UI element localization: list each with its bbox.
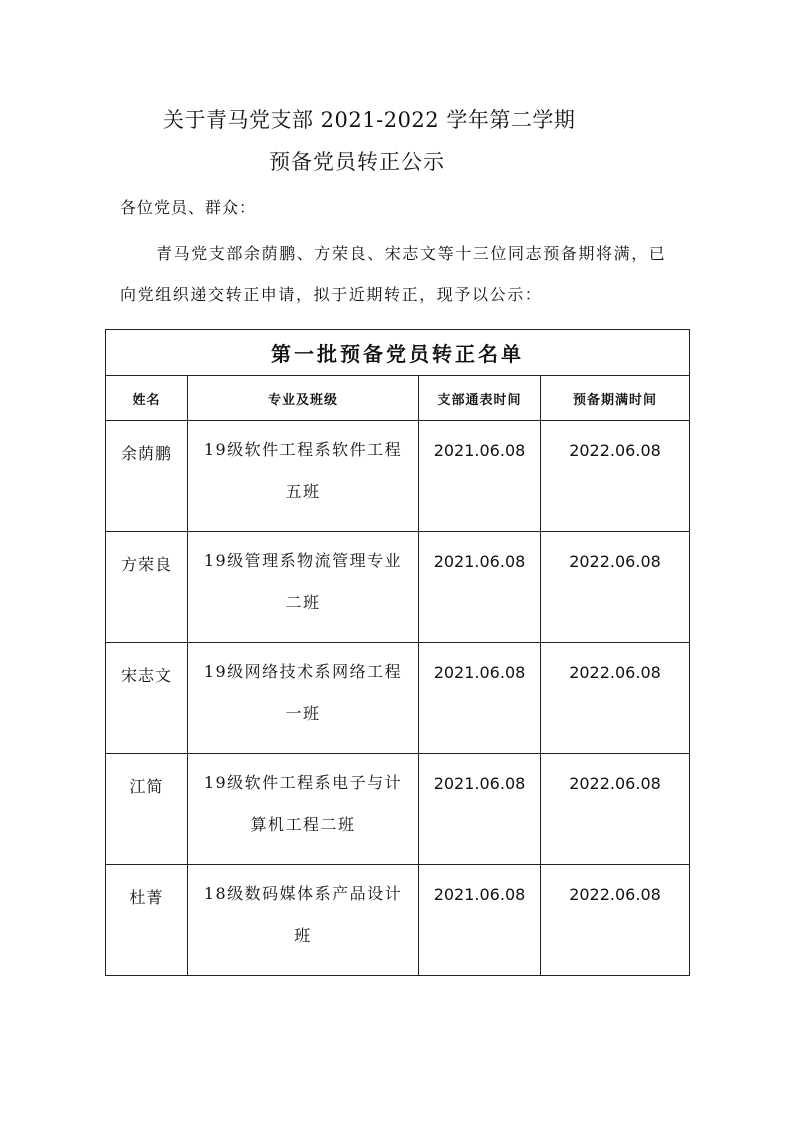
table-row xyxy=(106,865,690,976)
header-approved-date: 支部通表时间 xyxy=(419,376,541,421)
cell-approved-date: 2021.06.08 xyxy=(419,865,541,976)
member-list-table xyxy=(105,329,690,976)
cell-approved-date: 2021.06.08 xyxy=(419,532,541,643)
cell-expiry-date: 2022.06.08 xyxy=(541,532,690,643)
table-row xyxy=(106,754,690,865)
table-row xyxy=(106,421,690,532)
cell-name: 杜菁 xyxy=(106,865,188,976)
cell-expiry-date: 2022.06.08 xyxy=(541,865,690,976)
header-major: 专业及班级 xyxy=(188,376,419,421)
header-name: 姓名 xyxy=(106,376,188,421)
table-caption: 第一批预备党员转正名单 xyxy=(106,330,690,376)
cell-expiry-date: 2022.06.08 xyxy=(541,421,690,532)
cell-major: 19级软件工程系电子与计算机工程二班 xyxy=(188,754,419,865)
cell-name: 余荫鹏 xyxy=(106,421,188,532)
cell-name: 宋志文 xyxy=(106,643,188,754)
body-paragraph: 青马党支部余荫鹏、方荣良、宋志文等十三位同志预备期将满，已向党组织递交转正申请，拟于近期转正，现予以公示： xyxy=(120,244,667,304)
table-row xyxy=(106,643,690,754)
cell-expiry-date: 2022.06.08 xyxy=(541,643,690,754)
table-row xyxy=(106,532,690,643)
salutation: 各位党员、群众： xyxy=(120,198,257,217)
document-title-line2: 预备党员转正公示 xyxy=(269,150,445,174)
cell-major: 19级管理系物流管理专业二班 xyxy=(188,532,419,643)
cell-name: 方荣良 xyxy=(106,532,188,643)
cell-approved-date: 2021.06.08 xyxy=(419,754,541,865)
cell-major: 19级网络技术系网络工程一班 xyxy=(188,643,419,754)
cell-major: 18级数码媒体系产品设计班 xyxy=(188,865,419,976)
cell-major: 19级软件工程系软件工程五班 xyxy=(188,421,419,532)
header-expiry-date: 预备期满时间 xyxy=(541,376,690,421)
cell-name: 江简 xyxy=(106,754,188,865)
cell-expiry-date: 2022.06.08 xyxy=(541,754,690,865)
document-title-line1: 关于青马党支部 2021-2022 学年第二学期 xyxy=(163,108,576,132)
cell-approved-date: 2021.06.08 xyxy=(419,643,541,754)
cell-approved-date: 2021.06.08 xyxy=(419,421,541,532)
